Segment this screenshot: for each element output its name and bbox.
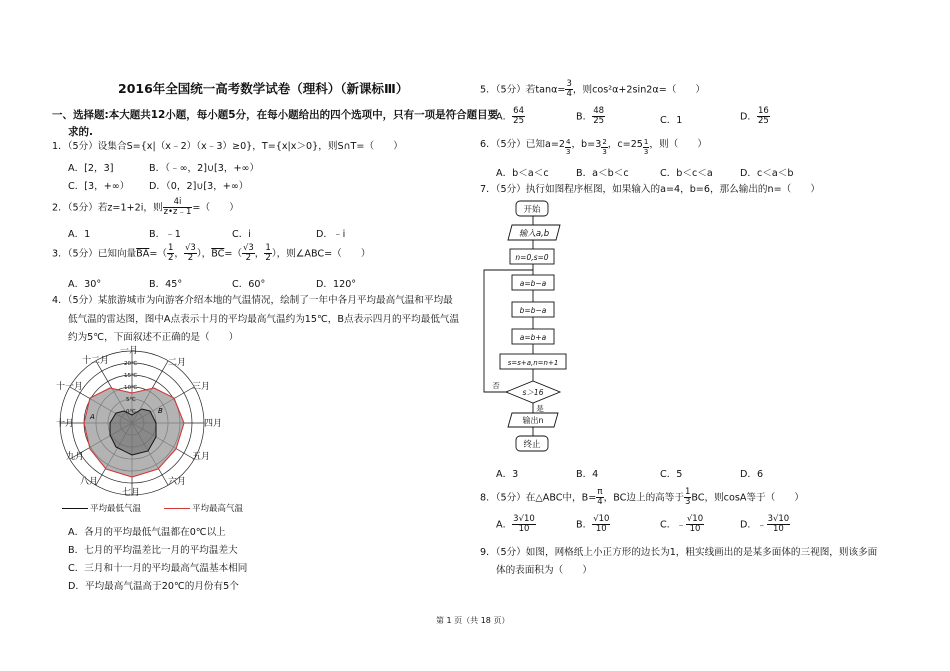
flow-step1-label: a=b−a bbox=[519, 279, 547, 288]
q5-stem: 5．（5分）若tanα= $\frac{3}{4}$ ，则cos²α+2sin2α=（ ） bbox=[480, 79, 706, 99]
flow-step3-label: a=b+a bbox=[519, 333, 547, 342]
flow-output-label: 输出n bbox=[522, 416, 544, 425]
q1-option-a: A．[2，3] bbox=[68, 163, 114, 174]
q1-option-c: C．[3，+∞） bbox=[68, 181, 130, 192]
q8-option-b: B． $\frac{√10}{10}$ bbox=[576, 514, 610, 534]
flow-start-label: 开始 bbox=[523, 205, 541, 215]
q7-option-c: C．5 bbox=[660, 469, 683, 480]
q3-option-b: B．45° bbox=[149, 279, 183, 290]
legend-low-swatch bbox=[62, 508, 88, 509]
q6-option-a: A．b＜a＜c bbox=[496, 168, 549, 179]
month-label: 七月 bbox=[122, 488, 141, 498]
month-label: 一月 bbox=[120, 346, 139, 356]
month-label: 五月 bbox=[192, 452, 211, 462]
q4-option-c: C．三月和十一月的平均最高气温基本相同 bbox=[68, 563, 248, 574]
q3-option-a: A．30° bbox=[68, 279, 102, 290]
month-label: 六月 bbox=[168, 477, 187, 487]
q6-option-d: D．c＜a＜b bbox=[740, 168, 794, 179]
q8-stem: 8．（5分）在△ABC中，B= $\frac{\pi}{4}$ ，BC边上的高等于 $\frac{1}{3}$ BC，则cosA等于（ ） bbox=[480, 487, 804, 507]
scale-tick: 15℃ bbox=[124, 373, 138, 379]
q8-option-d: D．﹣ $\frac{3√10}{10}$ bbox=[740, 514, 790, 534]
q4-option-b: B．七月的平均温差比一月的平均温差大 bbox=[68, 545, 238, 556]
scale-tick: 20℃ bbox=[124, 361, 138, 367]
q1-option-d: D．（0，2]∪[3，+∞） bbox=[149, 181, 249, 192]
q2-option-c: C．i bbox=[232, 229, 251, 240]
q5-option-d: D． $\frac{16}{25}$ bbox=[740, 106, 769, 126]
q1-stem: 1．（5分）设集合S={x|（x﹣2）（x﹣3）≥0}，T={x|x＞0}，则S∩T=（ ） bbox=[52, 141, 403, 152]
month-label: 三月 bbox=[192, 382, 211, 392]
q9-line2: 体的表面积为（ ） bbox=[496, 565, 592, 576]
q7-option-d: D．6 bbox=[740, 469, 764, 480]
q9-line1: 9．（5分）如图，网格纸上小正方形的边长为1，粗实线画出的是某多面体的三视图，则该多面 bbox=[480, 547, 878, 558]
q3-stem: 3．（5分）已知向量$\overline{BA}=$（ $\frac{1}{2}$ ， $\frac{√3}{2}$ ），$\overline{BC}=$（ $\frac{√3}{2}$ ， $\frac{1}{2}$ ），则∠ABC=（ ） bbox=[52, 243, 371, 263]
q6-option-b: B．a＜b＜c bbox=[576, 168, 629, 179]
q6-option-c: C．b＜c＜a bbox=[660, 168, 713, 179]
q7-stem: 7．（5分）执行如图程序框图，如果输入的a=4，b=6，那么输出的n=（ ） bbox=[480, 184, 820, 195]
page-footer: 第 1 页（共 18 页） bbox=[436, 616, 510, 625]
flow-end-label: 终止 bbox=[523, 440, 541, 450]
flow-step2-label: b=b−a bbox=[519, 306, 547, 315]
month-label: 十月 bbox=[56, 419, 75, 429]
q8-option-c: C．﹣ $\frac{√10}{10}$ bbox=[660, 514, 704, 534]
page-title: 2016年全国统一高考数学试卷（理科）（新课标Ⅲ） bbox=[118, 81, 409, 96]
month-label: 八月 bbox=[80, 477, 99, 487]
q2-option-b: B．﹣1 bbox=[149, 229, 181, 240]
radar-chart bbox=[50, 343, 230, 503]
q4-line2: 低气温的雷达图，图中A点表示十月的平均最高气温约为15℃，B点表示四月的平均最低气温 bbox=[68, 314, 460, 325]
section-header-cont: 求的. bbox=[68, 126, 93, 138]
q6-stem: 6．（5分）已知a=2 $^{\frac{4}{3}}$ ，b=3 $^{\frac{2}{3}}$ ，c=25 $^{\frac{1}{3}}$ ，则（ ） bbox=[480, 138, 707, 156]
q2-option-d: D．﹣i bbox=[316, 229, 346, 240]
q3-option-c: C．60° bbox=[232, 279, 266, 290]
q4-line3: 约为5℃，下面叙述不正确的是（ ） bbox=[68, 332, 239, 343]
section-header: 一、选择题:本大题共12小题，每小题5分，在每小题给出的四个选项中，只有一项是符合题目要 bbox=[52, 109, 499, 121]
q3-option-d: D．120° bbox=[316, 279, 357, 290]
q7-option-a: A．3 bbox=[496, 469, 519, 480]
legend-high-label: 平均最高气温 bbox=[192, 504, 244, 514]
q2-option-a: A．1 bbox=[68, 229, 91, 240]
scale-tick: 0℃ bbox=[126, 409, 136, 415]
q5-option-a: A． $\frac{64}{25}$ bbox=[496, 106, 524, 126]
q2-stem: 2．（5分）若z=1+2i，则 $\frac{4i}{z•z﹣1}$ =（ ） bbox=[52, 197, 239, 217]
flow-input-label: 输入a,b bbox=[518, 229, 550, 239]
scale-tick: 10℃ bbox=[124, 385, 138, 391]
q4-line1: 4．（5分）某旅游城市为向游客介绍本地的气温情况，绘制了一年中各月平均最高气温和平均最 bbox=[52, 295, 453, 306]
month-label: 九月 bbox=[66, 452, 85, 462]
month-label: 二月 bbox=[168, 358, 187, 368]
flow-no-label: 否 bbox=[492, 381, 500, 390]
q1-option-b: B．（﹣∞，2]∪[3，+∞） bbox=[149, 163, 260, 174]
legend-high-swatch bbox=[164, 508, 190, 509]
flow-init-label: n=0,s=0 bbox=[515, 253, 549, 262]
q8-option-a: A． $\frac{3√10}{10}$ bbox=[496, 514, 535, 534]
q4-option-a: A．各月的平均最低气温都在0℃以上 bbox=[68, 527, 226, 538]
q5-option-c: C．1 bbox=[660, 115, 683, 126]
month-label: 十二月 bbox=[82, 356, 110, 366]
legend-low-label: 平均最低气温 bbox=[90, 504, 142, 514]
flowchart bbox=[478, 198, 588, 456]
month-label: 四月 bbox=[204, 419, 223, 429]
q4-option-d: D．平均最高气温高于20℃的月份有5个 bbox=[68, 581, 239, 592]
scale-tick: 5℃ bbox=[126, 397, 136, 403]
point-b-label: B bbox=[158, 407, 163, 415]
month-label: 十一月 bbox=[56, 382, 84, 392]
q7-option-b: B．4 bbox=[576, 469, 599, 480]
flow-decision-label: s＞16 bbox=[522, 388, 544, 397]
q5-option-b: B． $\frac{48}{25}$ bbox=[576, 106, 605, 126]
point-a-label: A bbox=[90, 413, 95, 421]
flow-step4-label: s=s+a,n=n+1 bbox=[507, 359, 559, 367]
flow-yes-label: 是 bbox=[536, 404, 544, 413]
